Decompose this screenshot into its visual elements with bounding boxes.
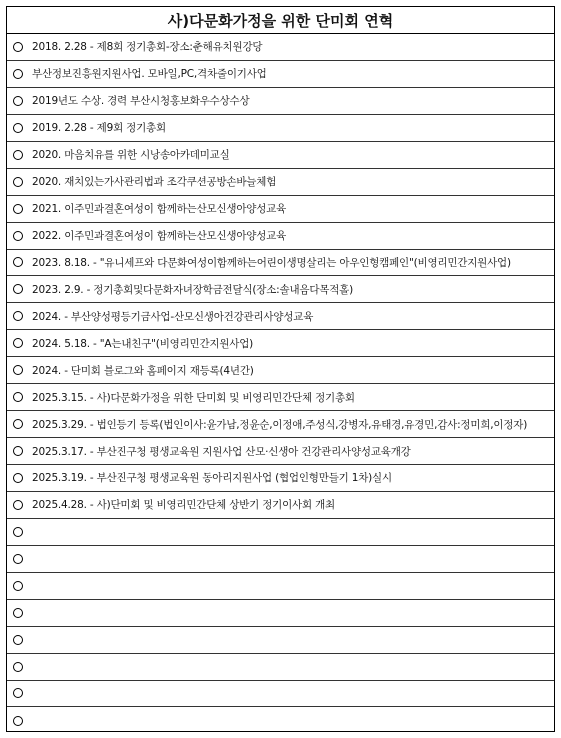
history-entry-text: 2025.4.28. - 사)단미회 및 비영리민간단체 상반기 정기이사회 개최 bbox=[32, 499, 335, 512]
circle-bullet-icon bbox=[13, 392, 23, 402]
history-row bbox=[7, 196, 554, 223]
circle-bullet-icon bbox=[13, 446, 23, 456]
history-row bbox=[7, 707, 554, 734]
history-row bbox=[7, 573, 554, 600]
circle-bullet-icon bbox=[13, 231, 23, 241]
history-row bbox=[7, 169, 554, 196]
circle-bullet-icon bbox=[13, 419, 23, 429]
history-entry-text: 2025.3.19. - 부산진구청 평생교육원 동아리지원사업 (협업인형만들기 1차)실시 bbox=[32, 472, 392, 485]
history-row bbox=[7, 654, 554, 681]
history-row bbox=[7, 250, 554, 277]
history-list bbox=[7, 34, 554, 734]
history-row bbox=[7, 276, 554, 303]
circle-bullet-icon bbox=[13, 608, 23, 618]
history-row bbox=[7, 492, 554, 519]
document-title: 사)다문화가정을 위한 단미회 연혁 bbox=[7, 7, 554, 34]
history-row bbox=[7, 88, 554, 115]
circle-bullet-icon bbox=[13, 123, 23, 133]
history-row bbox=[7, 357, 554, 384]
circle-bullet-icon bbox=[13, 527, 23, 537]
circle-bullet-icon bbox=[13, 365, 23, 375]
circle-bullet-icon bbox=[13, 177, 23, 187]
history-row bbox=[7, 600, 554, 627]
history-row bbox=[7, 330, 554, 357]
history-row bbox=[7, 465, 554, 492]
circle-bullet-icon bbox=[13, 635, 23, 645]
history-entry-text: 2021. 이주민과결혼여성이 함께하는산모신생아양성교육 bbox=[32, 203, 287, 216]
history-entry-text: 2020. 재치있는가사관리법과 조각쿠션공방손바늘체험 bbox=[32, 176, 277, 189]
circle-bullet-icon bbox=[13, 688, 23, 698]
history-entry-text: 2022. 이주민과결혼여성이 함께하는산모신생아양성교육 bbox=[32, 230, 287, 243]
history-entry-text: 2024. 5.18. - "A는내친구"(비영리민간지원사업) bbox=[32, 337, 254, 350]
circle-bullet-icon bbox=[13, 284, 23, 294]
circle-bullet-icon bbox=[13, 96, 23, 106]
circle-bullet-icon bbox=[13, 581, 23, 591]
circle-bullet-icon bbox=[13, 150, 23, 160]
history-row bbox=[7, 303, 554, 330]
history-row bbox=[7, 142, 554, 169]
history-table bbox=[6, 6, 555, 732]
history-entry-text: 2018. 2.28 - 제8회 정기총회-장소:춘해유치원강당 bbox=[32, 41, 263, 54]
history-row bbox=[7, 115, 554, 142]
history-entry-text: 2025.3.15. - 사)다문화가정을 위한 단미회 및 비영리민간단체 정기총회 bbox=[32, 391, 355, 404]
circle-bullet-icon bbox=[13, 257, 23, 267]
circle-bullet-icon bbox=[13, 554, 23, 564]
history-row bbox=[7, 681, 554, 708]
history-entry-text: 2025.3.17. - 부산진구청 평생교육원 지원사업 산모·신생아 건강관리사양성교육개강 bbox=[32, 445, 411, 458]
history-entry-text: 2019년도 수상. 경력 부산시청홍보화우수상수상 bbox=[32, 95, 250, 108]
history-row bbox=[7, 34, 554, 61]
circle-bullet-icon bbox=[13, 338, 23, 348]
circle-bullet-icon bbox=[13, 42, 23, 52]
history-entry-text: 2024. - 단미회 블로그와 홈페이지 재등록(4년간) bbox=[32, 364, 254, 377]
circle-bullet-icon bbox=[13, 662, 23, 672]
circle-bullet-icon bbox=[13, 716, 23, 726]
history-entry-text: 2023. 8.18. - "유니세프와 다문화여성이함께하는어린이생명살리는 아우인형캠페인"(비영리민간지원사업) bbox=[32, 256, 511, 269]
circle-bullet-icon bbox=[13, 69, 23, 79]
circle-bullet-icon bbox=[13, 311, 23, 321]
circle-bullet-icon bbox=[13, 473, 23, 483]
history-entry-text: 2020. 마음치유를 위한 시낭송아카데미교실 bbox=[32, 149, 230, 162]
history-entry-text: 2023. 2.9. - 정기총회및다문화자녀장학금전달식(장소:솔내음다목적홀) bbox=[32, 283, 354, 296]
history-row bbox=[7, 438, 554, 465]
history-entry-text: 2024. - 부산양성평등기금사업-산모신생아건강관리사양성교육 bbox=[32, 310, 314, 323]
history-entry-text: 부산정보진흥원지원사업. 모바일,PC,격차줄이기사업 bbox=[32, 68, 267, 81]
circle-bullet-icon bbox=[13, 204, 23, 214]
history-entry-text: 2025.3.29. - 법인등기 등록(법인이사:윤가남,정윤순,이정애,주성식,강병자,유태경,유경민,감사:정미희,이정자) bbox=[32, 418, 528, 431]
history-entry-text: 2019. 2.28 - 제9회 정기총회 bbox=[32, 122, 166, 135]
history-row bbox=[7, 384, 554, 411]
circle-bullet-icon bbox=[13, 500, 23, 510]
history-row bbox=[7, 546, 554, 573]
history-row bbox=[7, 627, 554, 654]
history-row bbox=[7, 519, 554, 546]
history-row bbox=[7, 61, 554, 88]
history-row bbox=[7, 411, 554, 438]
history-row bbox=[7, 223, 554, 250]
